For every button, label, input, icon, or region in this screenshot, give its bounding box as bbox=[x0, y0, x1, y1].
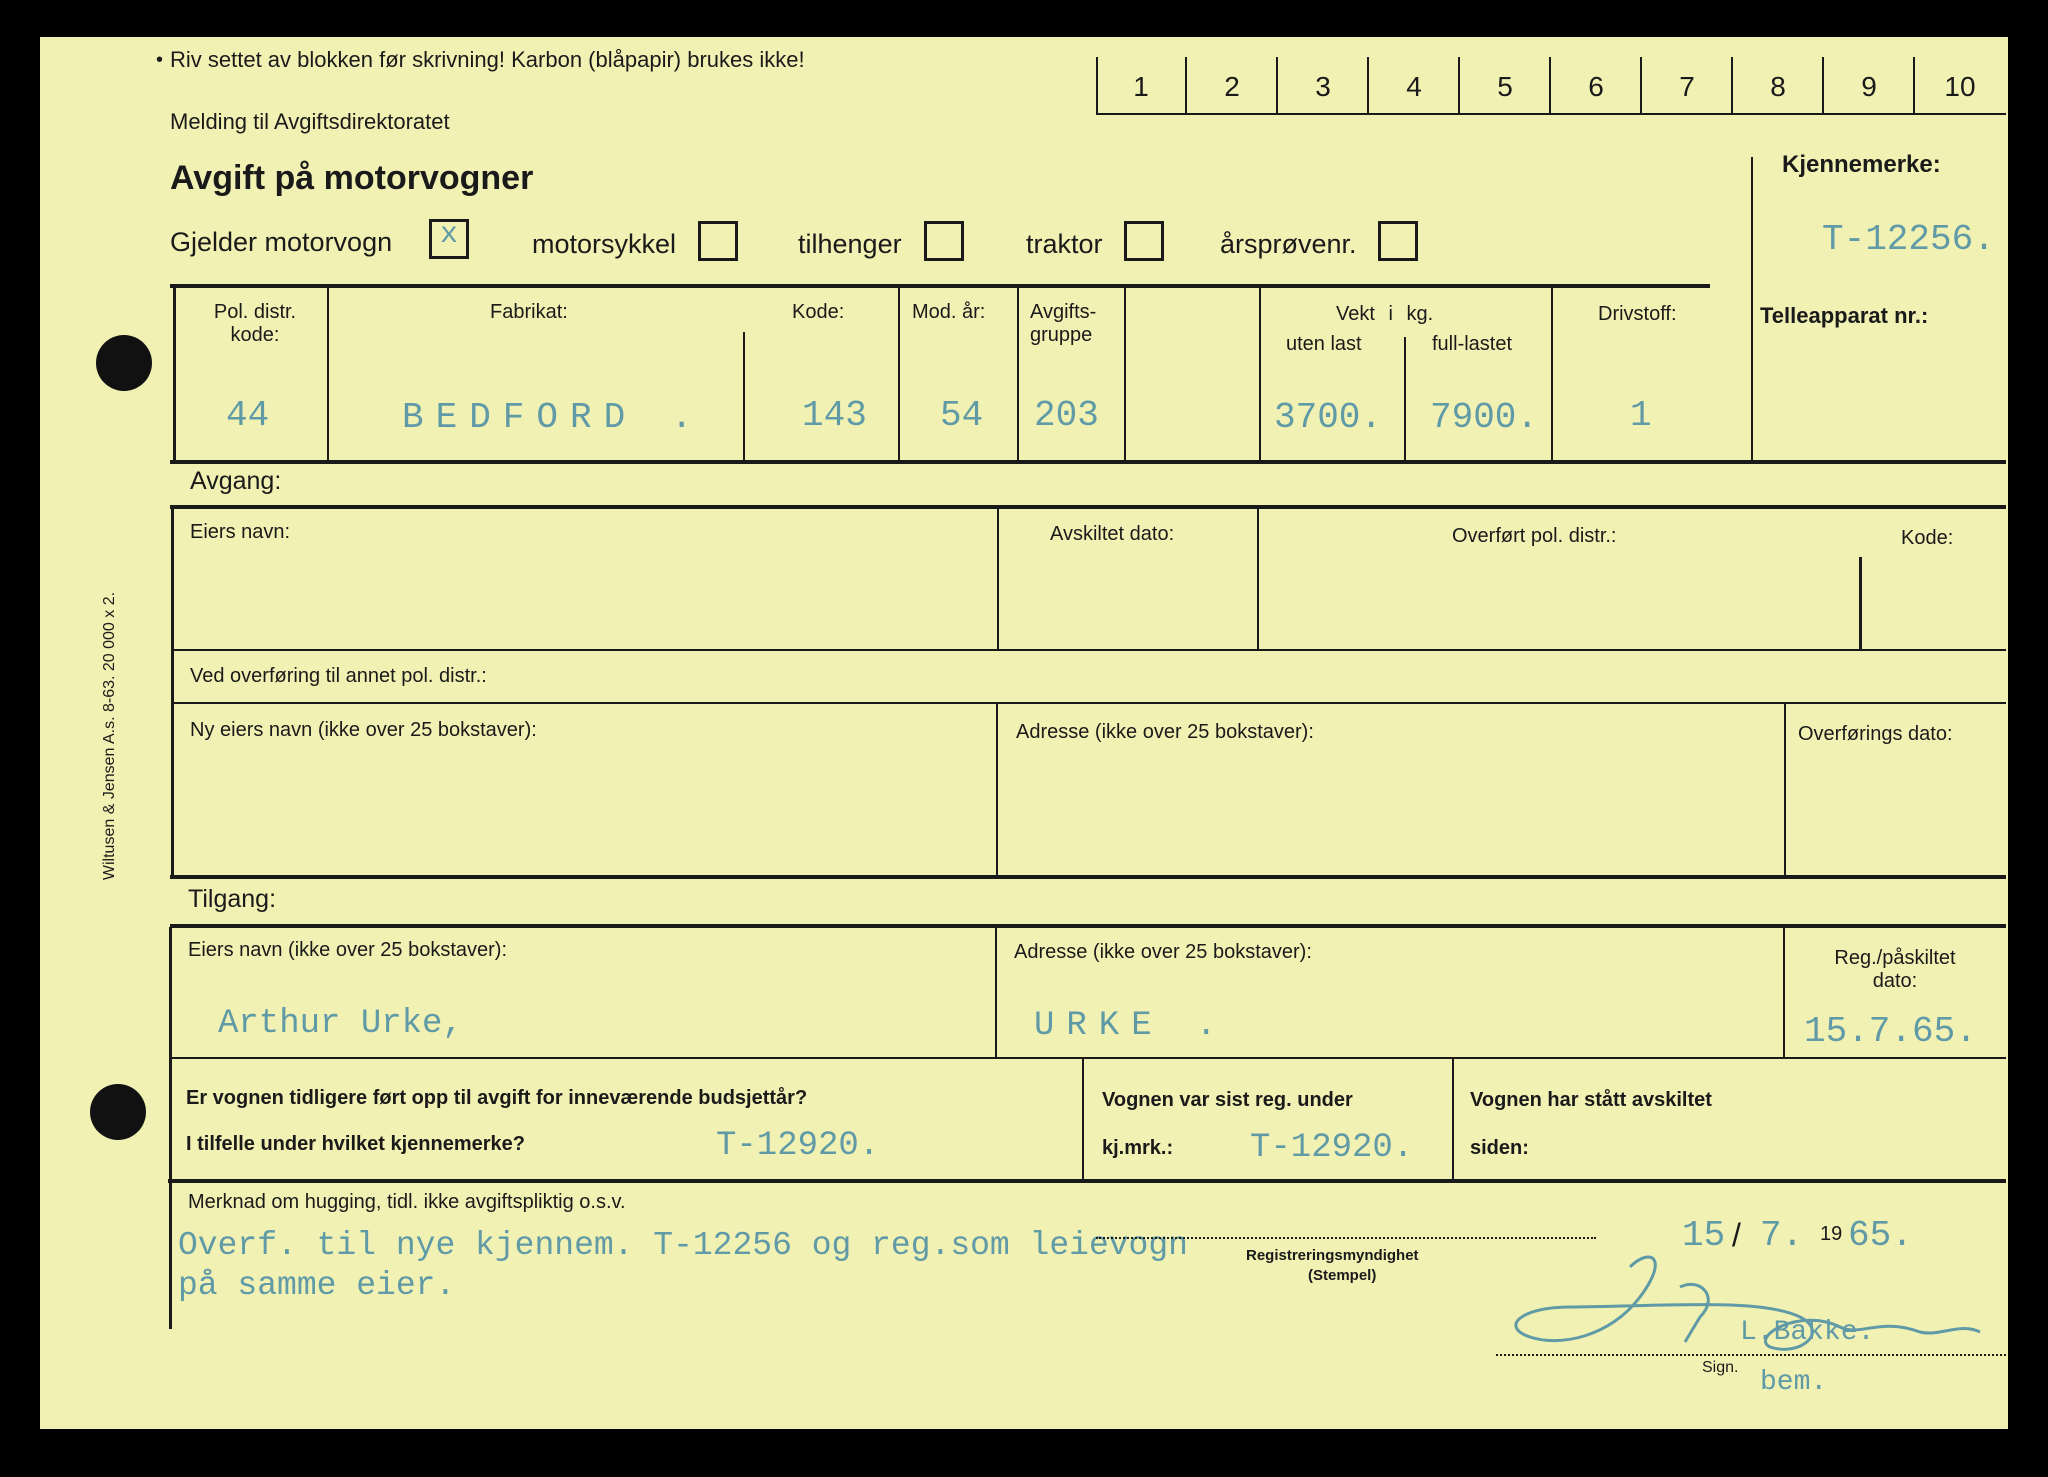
column-number: 6 bbox=[1588, 71, 1604, 102]
fabrikat-value: BEDFORD . bbox=[402, 397, 705, 438]
tilhenger-label: tilhenger bbox=[798, 229, 902, 259]
avgang-title: Avgang: bbox=[190, 467, 282, 495]
avskiltet-siden-label-2: siden: bbox=[1470, 1137, 1529, 1159]
full-lastet-label: full-lastet bbox=[1432, 333, 1513, 355]
kode-label: Kode: bbox=[792, 301, 845, 323]
telleapparat-label: Telleapparat nr.: bbox=[1760, 303, 1929, 328]
arsprovenr-label: årsprøvenr. bbox=[1220, 229, 1357, 259]
stempel-label: (Stempel) bbox=[1308, 1267, 1377, 1284]
bullet-mark: • bbox=[156, 49, 164, 71]
tilgang-eiers-navn-label: Eiers navn (ikke over 25 bokstaver): bbox=[188, 939, 508, 961]
tilgang-eiers-navn-value: Arthur Urke, bbox=[218, 1005, 463, 1043]
punch-hole-bottom bbox=[90, 1084, 146, 1140]
column-number: 10 bbox=[1944, 71, 1976, 102]
recipient-text: Melding til Avgiftsdirektoratet bbox=[170, 109, 450, 134]
sist-reg-label-1: Vognen var sist reg. under bbox=[1102, 1089, 1353, 1111]
tilgang-adresse-value: URKE . bbox=[1034, 1007, 1229, 1045]
motorvogn-checkbox[interactable] bbox=[429, 219, 469, 259]
avgang-eiers-navn-label: Eiers navn: bbox=[190, 521, 291, 543]
overforings-dato-label: Overførings dato: bbox=[1798, 723, 1953, 745]
mod-ar-value: 54 bbox=[940, 395, 984, 436]
date-slash: / bbox=[1732, 1217, 1741, 1253]
date-century: 19 bbox=[1820, 1223, 1843, 1245]
tilhenger-checkbox[interactable] bbox=[924, 221, 964, 261]
punch-hole-top bbox=[96, 335, 152, 391]
traktor-checkbox[interactable] bbox=[1124, 221, 1164, 261]
date-day: 15 bbox=[1682, 1215, 1726, 1256]
motorsykkel-checkbox[interactable] bbox=[698, 221, 738, 261]
sist-reg-value: T-12920. bbox=[1250, 1129, 1414, 1167]
motorvogn-check-mark: x bbox=[440, 218, 459, 252]
sist-reg-label-2: kj.mrk.: bbox=[1102, 1137, 1174, 1159]
overfort-pol-distr-label: Overført pol. distr.: bbox=[1452, 525, 1617, 547]
motorvogn-label: Gjelder motorvogn bbox=[170, 227, 393, 257]
signature-image bbox=[1500, 1237, 2000, 1377]
registreringsmyndighet-label: Registreringsmyndighet bbox=[1246, 1247, 1419, 1264]
reg-paskiltet-label: Reg./påskiltet dato: bbox=[1834, 947, 1956, 992]
kode-value: 143 bbox=[802, 395, 867, 436]
tilgang-title: Tilgang: bbox=[188, 885, 277, 913]
tilgang-adresse-label: Adresse (ikke over 25 bokstaver): bbox=[1014, 941, 1312, 963]
vekt-label: Vekt i kg. bbox=[1336, 303, 1434, 325]
avgiftsgruppe-label: Avgifts- gruppe bbox=[1030, 301, 1097, 346]
form-card bbox=[40, 37, 2008, 1429]
arsprovenr-checkbox[interactable] bbox=[1378, 221, 1418, 261]
previous-q2-value: T-12920. bbox=[716, 1127, 880, 1165]
mod-ar-label: Mod. år: bbox=[912, 301, 986, 323]
bem-text: bem. bbox=[1760, 1367, 1828, 1398]
instruction-text: Riv settet av blokken før skrivning! Karbon (blåpapir) brukes ikke! bbox=[170, 47, 805, 72]
merknad-label: Merknad om hugging, tidl. ikke avgiftspliktig o.s.v. bbox=[188, 1191, 626, 1213]
column-number: 9 bbox=[1861, 71, 1877, 102]
traktor-label: traktor bbox=[1026, 229, 1103, 259]
fabrikat-label: Fabrikat: bbox=[490, 301, 568, 323]
previous-q2: I tilfelle under hvilket kjennemerke? bbox=[186, 1133, 526, 1155]
drivstoff-value: 1 bbox=[1630, 395, 1652, 436]
signer-name: L.Bakke. bbox=[1740, 1317, 1875, 1348]
column-number: 4 bbox=[1406, 71, 1422, 102]
avgang-kode-label: Kode: bbox=[1901, 527, 1954, 549]
uten-last-label: uten last bbox=[1286, 333, 1362, 355]
previous-q1: Er vognen tidligere ført opp til avgift for inneværende budsjettår? bbox=[186, 1087, 808, 1109]
column-number: 5 bbox=[1497, 71, 1513, 102]
date-month: 7. bbox=[1760, 1215, 1804, 1256]
kjennemerke-value: T-12256. bbox=[1822, 219, 1995, 260]
sign-label: Sign. bbox=[1702, 1359, 1739, 1376]
column-number: 1 bbox=[1133, 71, 1149, 102]
merknad-line-2: på samme eier. bbox=[178, 1267, 456, 1304]
uten-last-value: 3700. bbox=[1274, 397, 1383, 438]
column-number: 7 bbox=[1679, 71, 1695, 102]
reg-paskiltet-value: 15.7.65. bbox=[1804, 1011, 1977, 1052]
full-lastet-value: 7900. bbox=[1430, 397, 1539, 438]
avskiltet-siden-label-1: Vognen har stått avskiltet bbox=[1470, 1089, 1712, 1111]
motorsykkel-label: motorsykkel bbox=[532, 229, 677, 259]
pol-distr-value: 44 bbox=[226, 395, 270, 436]
drivstoff-label: Drivstoff: bbox=[1598, 303, 1677, 325]
ved-overforing-label: Ved overføring til annet pol. distr.: bbox=[190, 665, 487, 687]
kjennemerke-label: Kjennemerke: bbox=[1782, 151, 1941, 178]
avgiftsgruppe-value: 203 bbox=[1034, 395, 1099, 436]
column-number: 3 bbox=[1315, 71, 1331, 102]
column-number: 8 bbox=[1770, 71, 1786, 102]
date-year: 65. bbox=[1848, 1215, 1913, 1256]
printer-imprint: Wiltusen & Jensen A.s. 8-63. 20 000 x 2. bbox=[101, 591, 118, 881]
column-number: 2 bbox=[1224, 71, 1240, 102]
avskiltet-dato-label: Avskiltet dato: bbox=[1050, 523, 1175, 545]
ny-adresse-label: Adresse (ikke over 25 bokstaver): bbox=[1016, 721, 1314, 743]
form-title: Avgift på motorvogner bbox=[170, 159, 534, 197]
pol-distr-label: Pol. distr. kode: bbox=[213, 301, 297, 346]
merknad-line-1: Overf. til nye kjennem. T-12256 og reg.som leievogn bbox=[178, 1227, 1188, 1264]
ny-eiers-navn-label: Ny eiers navn (ikke over 25 bokstaver): bbox=[190, 719, 537, 741]
